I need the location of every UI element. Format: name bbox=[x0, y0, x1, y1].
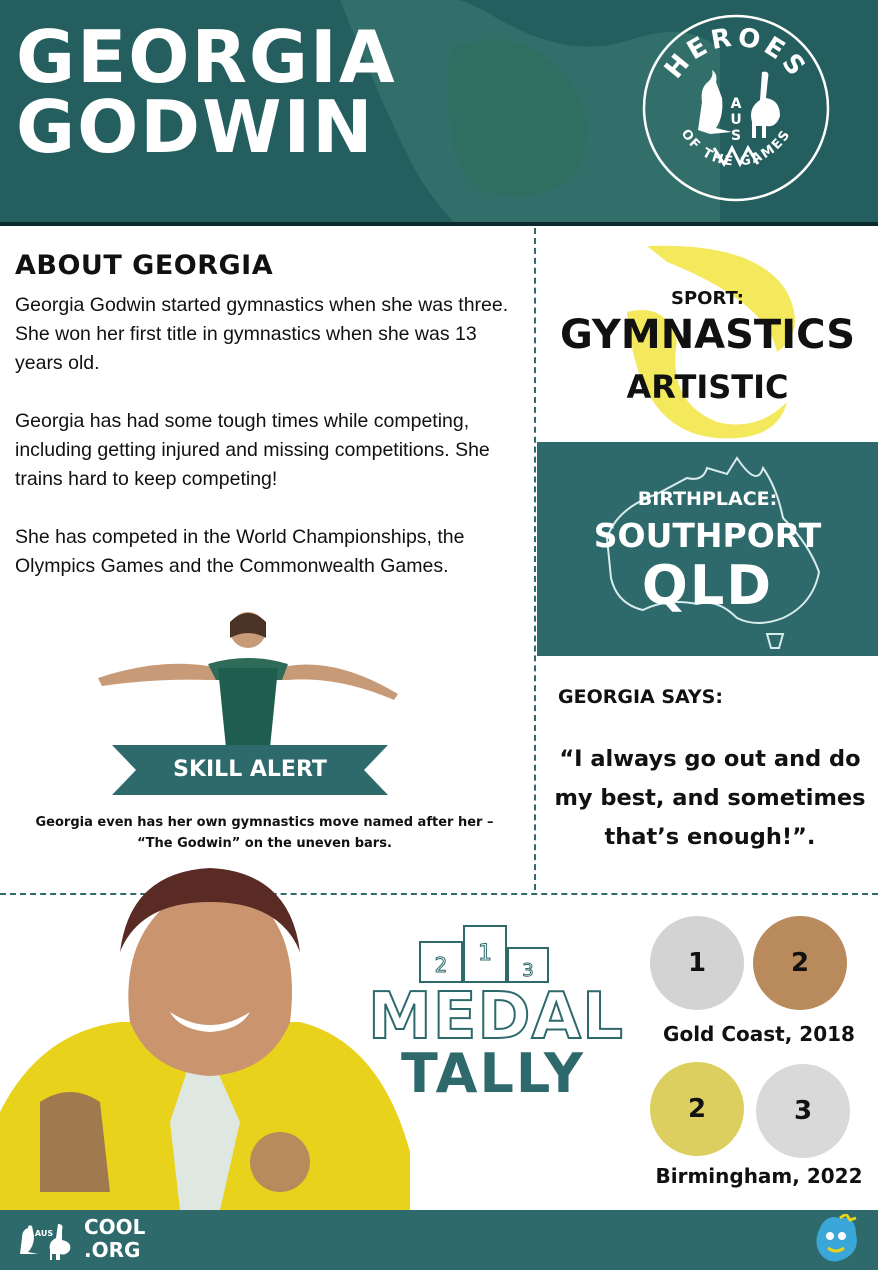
vertical-dashed-divider bbox=[534, 228, 536, 890]
title-first-name: GEORGIA bbox=[16, 15, 397, 99]
medal-silver-birmingham: 3 bbox=[756, 1064, 850, 1158]
podium-icon bbox=[418, 922, 550, 984]
skill-alert-description bbox=[12, 812, 517, 854]
games-label-gold-coast: Gold Coast, 2018 bbox=[663, 1022, 855, 1046]
footer-logo-text: AUS bbox=[34, 1229, 54, 1238]
quote-label: GEORGIA SAYS: bbox=[558, 686, 723, 708]
about-paragraph-2: Georgia has had some tough times while competing, including getting injured and missing competitions. She trains hard to keep competing! bbox=[15, 410, 490, 490]
kangaroo-icon bbox=[698, 70, 732, 134]
medal-bronze-gold-coast: 2 bbox=[753, 916, 847, 1010]
badge-top-text: HEROES bbox=[659, 22, 814, 85]
medal-tally-word-tally: TALLY bbox=[401, 1042, 585, 1105]
skill-desc-line-2: “The Godwin” on the uneven bars. bbox=[137, 836, 392, 851]
quote-text: “I always go out and do my best, and sometimes that’s enough!”. bbox=[554, 746, 866, 850]
mascot-icon bbox=[806, 1214, 864, 1268]
medal-gold-birmingham: 2 bbox=[650, 1062, 744, 1156]
svg-text:HEROES bbox=[659, 22, 813, 84]
badge-middle-text: A bbox=[730, 96, 742, 112]
skill-alert-label: SKILL ALERT bbox=[173, 757, 327, 782]
emu-icon bbox=[751, 72, 780, 138]
aus-logo-icon bbox=[14, 1216, 76, 1264]
podium-third: 3 bbox=[522, 960, 534, 981]
athlete-portrait-photo bbox=[0, 862, 420, 1210]
birthplace-panel bbox=[537, 442, 878, 656]
medal-tally-word-medal: MEDAL bbox=[368, 980, 624, 1054]
svg-text:U: U bbox=[730, 112, 742, 128]
header-divider bbox=[0, 222, 878, 226]
birthplace-state: QLD bbox=[641, 554, 774, 617]
cool-org-line-2: .ORG bbox=[84, 1238, 141, 1262]
sport-label: SPORT: bbox=[670, 288, 744, 309]
medal-silver-gold-coast: 1 bbox=[650, 916, 744, 1010]
page-title bbox=[16, 15, 397, 169]
heroes-of-the-games-badge-icon bbox=[640, 12, 832, 204]
podium-first: 1 bbox=[478, 941, 492, 966]
badge-bottom-text: OF THE GAMES bbox=[677, 126, 795, 170]
birthplace-city: SOUTHPORT bbox=[593, 516, 822, 555]
title-last-name: GODWIN bbox=[16, 85, 375, 169]
cool-org-logo[interactable] bbox=[84, 1216, 145, 1262]
podium-second: 2 bbox=[434, 953, 448, 977]
games-label-birmingham: Birmingham, 2022 bbox=[655, 1164, 863, 1188]
sport-panel bbox=[537, 228, 878, 441]
sport-discipline: ARTISTIC bbox=[626, 368, 789, 406]
header-banner bbox=[0, 0, 878, 222]
birthplace-label: BIRTHPLACE: bbox=[637, 488, 778, 510]
svg-text:S: S bbox=[730, 128, 742, 144]
about-section bbox=[15, 250, 525, 610]
footer-bar bbox=[0, 1210, 878, 1270]
skill-desc-line-1: Georgia even has her own gymnastics move named after her – bbox=[35, 815, 494, 830]
about-paragraph-3: She has competed in the World Championships, the Olympics Games and the Commonwealth Games. bbox=[15, 526, 465, 577]
about-heading: ABOUT GEORGIA bbox=[15, 250, 274, 281]
about-paragraph-1: Georgia Godwin started gymnastics when she was three. She won her first title in gymnastics when she was 13 years old. bbox=[15, 294, 509, 374]
sport-name: GYMNASTICS bbox=[559, 312, 856, 358]
cool-org-line-1: COOL bbox=[84, 1215, 146, 1239]
